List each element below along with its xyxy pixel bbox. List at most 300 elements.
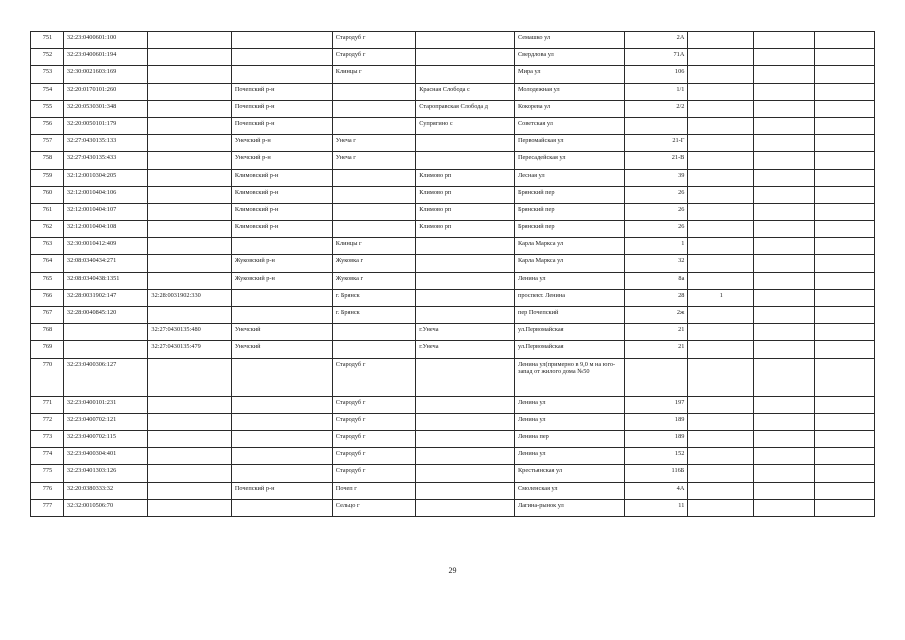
- cadastral-number-2-cell: [148, 448, 231, 465]
- building-number-cell: [688, 396, 754, 413]
- table-row: [31, 221, 875, 238]
- row-number-cell: 760: [31, 186, 64, 203]
- cadastral-number-cell: 32:27:0430135:133: [63, 135, 148, 152]
- building-number-cell: [688, 358, 754, 396]
- table-row: [31, 413, 875, 430]
- cadastral-number-cell: 32:30:0021603:169: [63, 66, 148, 83]
- extra-col-2-cell: [814, 152, 874, 169]
- extra-col-1-cell: [754, 413, 814, 430]
- building-number-cell: [688, 255, 754, 272]
- cadastral-number-cell: 32:27:0430135:433: [63, 152, 148, 169]
- row-number-cell: 763: [31, 238, 64, 255]
- cadastral-number-2-cell: [148, 169, 231, 186]
- city-cell: Сельцо г: [332, 499, 415, 516]
- table-row: [31, 49, 875, 66]
- house-number-cell: 116Б: [624, 465, 688, 482]
- building-number-cell: [688, 430, 754, 447]
- settlement-cell: [416, 272, 515, 289]
- cadastral-number-cell: 32:23:0400101:231: [63, 396, 148, 413]
- table-row: [31, 430, 875, 447]
- building-number-cell: [688, 324, 754, 341]
- city-cell: [332, 100, 415, 117]
- table-row: [31, 83, 875, 100]
- settlement-cell: Климово рп: [416, 203, 515, 220]
- row-number-cell: 757: [31, 135, 64, 152]
- row-number-cell: 773: [31, 430, 64, 447]
- district-cell: [231, 396, 332, 413]
- district-cell: Почепский р-н: [231, 100, 332, 117]
- street-cell: Карла Маркса ул: [514, 238, 624, 255]
- house-number-cell: 4А: [624, 482, 688, 499]
- cadastral-number-cell: 32:08:0340438:1351: [63, 272, 148, 289]
- city-cell: [332, 324, 415, 341]
- street-cell: Свердлова ул: [514, 49, 624, 66]
- building-number-cell: [688, 465, 754, 482]
- cadastral-number-2-cell: 32:28:0031902:330: [148, 289, 231, 306]
- table-row: [31, 100, 875, 117]
- table-row: [31, 152, 875, 169]
- street-cell: Ленина пер: [514, 430, 624, 447]
- row-number-cell: 758: [31, 152, 64, 169]
- city-cell: Стародуб г: [332, 396, 415, 413]
- extra-col-2-cell: [814, 203, 874, 220]
- district-cell: [231, 413, 332, 430]
- house-number-cell: 32: [624, 255, 688, 272]
- table-row: [31, 289, 875, 306]
- cadastral-number-2-cell: [148, 49, 231, 66]
- cadastral-number-cell: 32:20:0170101:260: [63, 83, 148, 100]
- settlement-cell: [416, 238, 515, 255]
- house-number-cell: 26: [624, 186, 688, 203]
- building-number-cell: [688, 341, 754, 358]
- building-number-cell: [688, 272, 754, 289]
- district-cell: [231, 307, 332, 324]
- house-number-cell: 8а: [624, 272, 688, 289]
- settlement-cell: [416, 465, 515, 482]
- extra-col-1-cell: [754, 32, 814, 49]
- cadastral-number-2-cell: [148, 499, 231, 516]
- row-number-cell: 759: [31, 169, 64, 186]
- table-row: [31, 238, 875, 255]
- extra-col-2-cell: [814, 117, 874, 134]
- building-number-cell: 1: [688, 289, 754, 306]
- house-number-cell: 21-Г: [624, 135, 688, 152]
- city-cell: [332, 169, 415, 186]
- extra-col-1-cell: [754, 100, 814, 117]
- district-cell: Климовский р-н: [231, 169, 332, 186]
- city-cell: Стародуб г: [332, 49, 415, 66]
- settlement-cell: [416, 413, 515, 430]
- cadastral-number-cell: 32:12:0010404:106: [63, 186, 148, 203]
- settlement-cell: [416, 358, 515, 396]
- extra-col-1-cell: [754, 448, 814, 465]
- extra-col-1-cell: [754, 358, 814, 396]
- cadastral-number-cell: 32:12:0010404:107: [63, 203, 148, 220]
- building-number-cell: [688, 83, 754, 100]
- extra-col-2-cell: [814, 221, 874, 238]
- extra-col-1-cell: [754, 465, 814, 482]
- building-number-cell: [688, 135, 754, 152]
- table-row: [31, 499, 875, 516]
- street-cell: Крестьянская ул: [514, 465, 624, 482]
- row-number-cell: 766: [31, 289, 64, 306]
- extra-col-2-cell: [814, 465, 874, 482]
- table-row: [31, 186, 875, 203]
- house-number-cell: 106: [624, 66, 688, 83]
- cadastral-number-cell: 32:20:0530301:348: [63, 100, 148, 117]
- extra-col-2-cell: [814, 83, 874, 100]
- extra-col-1-cell: [754, 186, 814, 203]
- building-number-cell: [688, 152, 754, 169]
- cadastral-number-2-cell: [148, 117, 231, 134]
- row-number-cell: 765: [31, 272, 64, 289]
- cadastral-number-cell: 32:12:0010404:108: [63, 221, 148, 238]
- street-cell: Ленина ул: [514, 448, 624, 465]
- settlement-cell: Красная Слобода с: [416, 83, 515, 100]
- table-row: [31, 396, 875, 413]
- street-cell: Брянский пер: [514, 186, 624, 203]
- district-cell: [231, 358, 332, 396]
- table-row: [31, 169, 875, 186]
- district-cell: Унечский: [231, 341, 332, 358]
- house-number-cell: 26: [624, 221, 688, 238]
- building-number-cell: [688, 49, 754, 66]
- district-cell: Почепский р-н: [231, 482, 332, 499]
- district-cell: Жуковский р-н: [231, 255, 332, 272]
- extra-col-1-cell: [754, 152, 814, 169]
- house-number-cell: 189: [624, 430, 688, 447]
- table-row: [31, 32, 875, 49]
- settlement-cell: [416, 135, 515, 152]
- district-cell: [231, 289, 332, 306]
- city-cell: [332, 117, 415, 134]
- settlement-cell: [416, 448, 515, 465]
- city-cell: [332, 341, 415, 358]
- city-cell: Унеча г: [332, 152, 415, 169]
- building-number-cell: [688, 66, 754, 83]
- extra-col-1-cell: [754, 307, 814, 324]
- settlement-cell: Климово рп: [416, 221, 515, 238]
- table-row: [31, 448, 875, 465]
- cadastral-number-2-cell: 32:27:0430135:479: [148, 341, 231, 358]
- table-row: [31, 135, 875, 152]
- cadastral-number-cell: 32:23:0400601:194: [63, 49, 148, 66]
- city-cell: Жуковка г: [332, 272, 415, 289]
- cadastral-number-cell: [63, 324, 148, 341]
- building-number-cell: [688, 221, 754, 238]
- district-cell: Климовский р-н: [231, 221, 332, 238]
- settlement-cell: [416, 499, 515, 516]
- city-cell: Стародуб г: [332, 32, 415, 49]
- extra-col-1-cell: [754, 238, 814, 255]
- city-cell: Клинцы г: [332, 66, 415, 83]
- building-number-cell: [688, 203, 754, 220]
- cadastral-number-2-cell: [148, 430, 231, 447]
- extra-col-2-cell: [814, 289, 874, 306]
- cadastral-number-2-cell: [148, 203, 231, 220]
- cadastral-number-2-cell: [148, 238, 231, 255]
- cadastral-number-2-cell: 32:27:0430135:480: [148, 324, 231, 341]
- extra-col-1-cell: [754, 289, 814, 306]
- district-cell: [231, 448, 332, 465]
- settlement-cell: г.Унеча: [416, 324, 515, 341]
- street-cell: Ленина ул: [514, 396, 624, 413]
- street-cell: Молодежная ул: [514, 83, 624, 100]
- house-number-cell: 1/1: [624, 83, 688, 100]
- street-cell: Ленина ул: [514, 413, 624, 430]
- extra-col-2-cell: [814, 169, 874, 186]
- district-cell: [231, 238, 332, 255]
- building-number-cell: [688, 100, 754, 117]
- extra-col-1-cell: [754, 169, 814, 186]
- house-number-cell: [624, 117, 688, 134]
- row-number-cell: 770: [31, 358, 64, 396]
- city-cell: г. Брянск: [332, 307, 415, 324]
- district-cell: [231, 49, 332, 66]
- cadastral-number-2-cell: [148, 396, 231, 413]
- extra-col-2-cell: [814, 135, 874, 152]
- row-number-cell: 767: [31, 307, 64, 324]
- street-cell: Кокорева ул: [514, 100, 624, 117]
- row-number-cell: 754: [31, 83, 64, 100]
- row-number-cell: 755: [31, 100, 64, 117]
- extra-col-2-cell: [814, 430, 874, 447]
- settlement-cell: [416, 66, 515, 83]
- extra-col-2-cell: [814, 396, 874, 413]
- extra-col-1-cell: [754, 430, 814, 447]
- cadastral-number-cell: [63, 341, 148, 358]
- street-cell: Брянский пер: [514, 221, 624, 238]
- table-row: [31, 324, 875, 341]
- district-cell: [231, 465, 332, 482]
- house-number-cell: 2ж: [624, 307, 688, 324]
- house-number-cell: 39: [624, 169, 688, 186]
- table-row: [31, 482, 875, 499]
- house-number-cell: 21-В: [624, 152, 688, 169]
- street-cell: Лагина-рынок ул: [514, 499, 624, 516]
- extra-col-2-cell: [814, 358, 874, 396]
- cadastral-number-2-cell: [148, 272, 231, 289]
- cadastral-number-2-cell: [148, 465, 231, 482]
- settlement-cell: [416, 49, 515, 66]
- settlement-cell: Климово рп: [416, 186, 515, 203]
- district-cell: Почепский р-н: [231, 117, 332, 134]
- district-cell: [231, 66, 332, 83]
- settlement-cell: [416, 430, 515, 447]
- house-number-cell: [624, 358, 688, 396]
- extra-col-2-cell: [814, 307, 874, 324]
- table-row: [31, 203, 875, 220]
- row-number-cell: 761: [31, 203, 64, 220]
- city-cell: [332, 83, 415, 100]
- extra-col-2-cell: [814, 413, 874, 430]
- street-cell: Ленина ул: [514, 272, 624, 289]
- cadastral-number-2-cell: [148, 482, 231, 499]
- extra-col-1-cell: [754, 255, 814, 272]
- building-number-cell: [688, 238, 754, 255]
- cadastral-number-2-cell: [148, 358, 231, 396]
- extra-col-1-cell: [754, 324, 814, 341]
- city-cell: [332, 221, 415, 238]
- building-number-cell: [688, 32, 754, 49]
- extra-col-1-cell: [754, 83, 814, 100]
- settlement-cell: г.Унеча: [416, 341, 515, 358]
- building-number-cell: [688, 482, 754, 499]
- cadastral-number-cell: 32:23:0400601:100: [63, 32, 148, 49]
- city-cell: Жуковка г: [332, 255, 415, 272]
- house-number-cell: 197: [624, 396, 688, 413]
- table-row: [31, 117, 875, 134]
- extra-col-2-cell: [814, 186, 874, 203]
- table-row: [31, 272, 875, 289]
- settlement-cell: [416, 255, 515, 272]
- extra-col-2-cell: [814, 66, 874, 83]
- row-number-cell: 764: [31, 255, 64, 272]
- building-number-cell: [688, 413, 754, 430]
- cadastral-number-cell: 32:23:0400702:115: [63, 430, 148, 447]
- district-cell: [231, 32, 332, 49]
- district-cell: Унечский: [231, 324, 332, 341]
- street-cell: пер Почепский: [514, 307, 624, 324]
- row-number-cell: 769: [31, 341, 64, 358]
- row-number-cell: 772: [31, 413, 64, 430]
- settlement-cell: [416, 32, 515, 49]
- street-cell: Смоленская ул: [514, 482, 624, 499]
- cadastral-number-2-cell: [148, 100, 231, 117]
- extra-col-1-cell: [754, 482, 814, 499]
- house-number-cell: 11: [624, 499, 688, 516]
- district-cell: Унечский р-н: [231, 152, 332, 169]
- street-cell: Мира ул: [514, 66, 624, 83]
- extra-col-1-cell: [754, 203, 814, 220]
- extra-col-2-cell: [814, 255, 874, 272]
- street-cell: Ленина ул(примерно в 9,0 м на юго-запад от жилого дома №50: [514, 358, 624, 396]
- cadastral-number-cell: 32:20:0050101:179: [63, 117, 148, 134]
- street-cell: ул.Первомайская: [514, 324, 624, 341]
- row-number-cell: 771: [31, 396, 64, 413]
- extra-col-1-cell: [754, 221, 814, 238]
- district-cell: [231, 499, 332, 516]
- street-cell: Первомайская ул: [514, 135, 624, 152]
- house-number-cell: 2/2: [624, 100, 688, 117]
- city-cell: [332, 186, 415, 203]
- cadastral-number-cell: 32:23:0400702:121: [63, 413, 148, 430]
- cadastral-number-2-cell: [148, 135, 231, 152]
- row-number-cell: 762: [31, 221, 64, 238]
- building-number-cell: [688, 499, 754, 516]
- cadastral-number-cell: 32:08:0340434:271: [63, 255, 148, 272]
- street-cell: Карла Маркса ул: [514, 255, 624, 272]
- cadastral-number-cell: 32:12:0010304:205: [63, 169, 148, 186]
- street-cell: ул.Первомайская: [514, 341, 624, 358]
- house-number-cell: 26: [624, 203, 688, 220]
- extra-col-1-cell: [754, 396, 814, 413]
- cadastral-number-cell: 32:28:0040845:120: [63, 307, 148, 324]
- settlement-cell: [416, 396, 515, 413]
- extra-col-1-cell: [754, 135, 814, 152]
- building-number-cell: [688, 307, 754, 324]
- row-number-cell: 777: [31, 499, 64, 516]
- table-row: [31, 255, 875, 272]
- cadastral-number-2-cell: [148, 152, 231, 169]
- extra-col-1-cell: [754, 66, 814, 83]
- house-number-cell: 2А: [624, 32, 688, 49]
- row-number-cell: 768: [31, 324, 64, 341]
- row-number-cell: 752: [31, 49, 64, 66]
- settlement-cell: [416, 307, 515, 324]
- building-number-cell: [688, 448, 754, 465]
- city-cell: Клинцы г: [332, 238, 415, 255]
- extra-col-2-cell: [814, 341, 874, 358]
- street-cell: Семашко ул: [514, 32, 624, 49]
- house-number-cell: 28: [624, 289, 688, 306]
- district-cell: Унечский р-н: [231, 135, 332, 152]
- extra-col-1-cell: [754, 117, 814, 134]
- extra-col-1-cell: [754, 341, 814, 358]
- city-cell: Стародуб г: [332, 358, 415, 396]
- street-cell: Лесная ул: [514, 169, 624, 186]
- house-number-cell: 21: [624, 341, 688, 358]
- extra-col-1-cell: [754, 272, 814, 289]
- street-cell: Советская ул: [514, 117, 624, 134]
- settlement-cell: [416, 152, 515, 169]
- building-number-cell: [688, 186, 754, 203]
- street-cell: проспект. Ленина: [514, 289, 624, 306]
- settlement-cell: Климово рп: [416, 169, 515, 186]
- city-cell: Стародуб г: [332, 465, 415, 482]
- settlement-cell: Староправская Слобода д: [416, 100, 515, 117]
- row-number-cell: 756: [31, 117, 64, 134]
- cadastral-number-cell: 32:20:0380333:32: [63, 482, 148, 499]
- district-cell: [231, 430, 332, 447]
- settlement-cell: [416, 289, 515, 306]
- extra-col-2-cell: [814, 49, 874, 66]
- building-number-cell: [688, 169, 754, 186]
- district-cell: Жуковский р-н: [231, 272, 332, 289]
- extra-col-2-cell: [814, 324, 874, 341]
- extra-col-2-cell: [814, 272, 874, 289]
- building-number-cell: [688, 117, 754, 134]
- district-cell: Почепский р-н: [231, 83, 332, 100]
- city-cell: Стародуб г: [332, 430, 415, 447]
- cadastral-number-2-cell: [148, 32, 231, 49]
- city-cell: г. Брянск: [332, 289, 415, 306]
- extra-col-1-cell: [754, 499, 814, 516]
- table-row: [31, 341, 875, 358]
- extra-col-2-cell: [814, 499, 874, 516]
- city-cell: Стародуб г: [332, 413, 415, 430]
- table-row: [31, 358, 875, 396]
- extra-col-2-cell: [814, 448, 874, 465]
- house-number-cell: 1: [624, 238, 688, 255]
- cadastral-number-2-cell: [148, 186, 231, 203]
- house-number-cell: 21: [624, 324, 688, 341]
- street-cell: Пересадейская ул: [514, 152, 624, 169]
- register-table: [30, 31, 875, 517]
- house-number-cell: 152: [624, 448, 688, 465]
- extra-col-2-cell: [814, 32, 874, 49]
- cadastral-number-2-cell: [148, 83, 231, 100]
- extra-col-2-cell: [814, 100, 874, 117]
- city-cell: Унеча г: [332, 135, 415, 152]
- city-cell: [332, 203, 415, 220]
- street-cell: Брянский пер: [514, 203, 624, 220]
- row-number-cell: 753: [31, 66, 64, 83]
- page-number: 29: [448, 566, 457, 575]
- cadastral-number-2-cell: [148, 413, 231, 430]
- table-row: [31, 465, 875, 482]
- row-number-cell: 774: [31, 448, 64, 465]
